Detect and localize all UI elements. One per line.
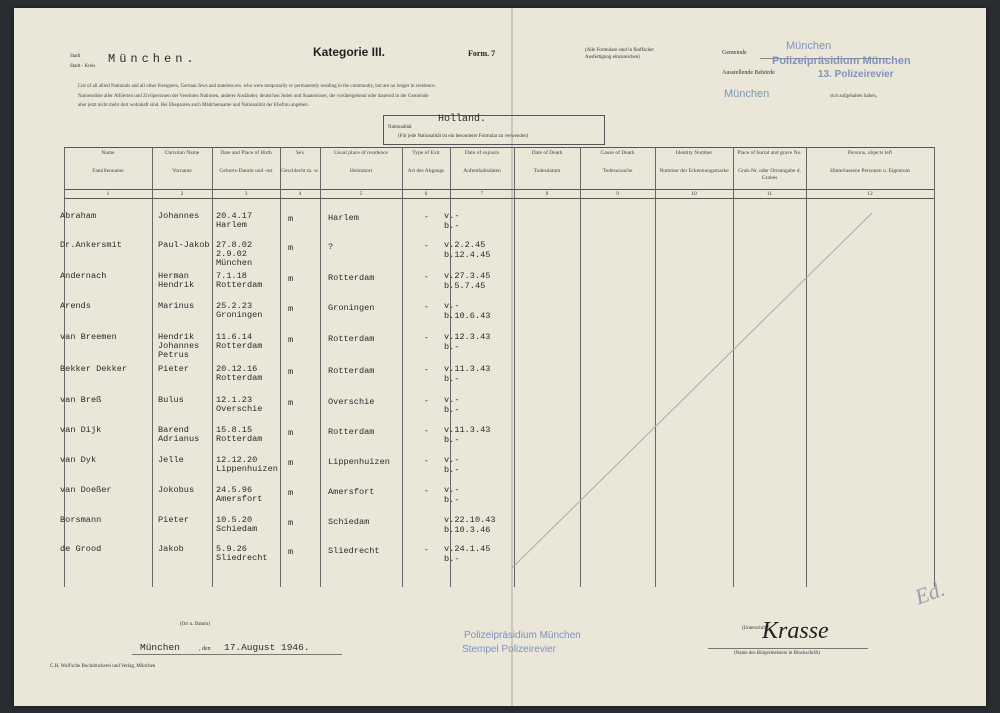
- column-header-de: Grab-Nr. oder Ortsangabe d. Grabes: [738, 168, 801, 181]
- row-sojourn: v.-: [444, 211, 460, 221]
- footer-den: , den: [199, 646, 211, 652]
- row-residence: Rotterdam: [328, 334, 375, 344]
- row-first-name: Marinus: [158, 301, 195, 311]
- row-sojourn: b.-: [444, 554, 460, 564]
- row-birth: 5.9.26: [216, 544, 247, 554]
- row-sojourn: b.5.7.45: [444, 281, 486, 291]
- column-header-de: Todesdatum: [533, 168, 561, 174]
- row-sojourn: v.-: [444, 485, 460, 495]
- row-sojourn: v.24.1.45: [444, 544, 491, 554]
- column-header-de: Geschlecht m. w.: [281, 168, 319, 174]
- column-header-de: Art des Abgangs: [407, 168, 445, 174]
- column-number: 1: [106, 191, 110, 197]
- row-first-name: Pieter: [158, 364, 189, 374]
- row-residence: Rotterdam: [328, 366, 375, 376]
- column-header-en: Identity Number: [675, 150, 713, 156]
- row-birth: Schiedam: [216, 524, 258, 534]
- row-sex: m: [288, 458, 294, 468]
- column-header-de: Nummer der Erkennungsmarke: [659, 168, 729, 174]
- signature: Krasse: [762, 618, 829, 644]
- column-number: 4: [298, 191, 302, 197]
- row-sojourn: v.-: [444, 301, 460, 311]
- row-family-name: van Breemen: [60, 332, 117, 342]
- row-sojourn: v.11.3.43: [444, 425, 491, 435]
- row-birth: München: [216, 258, 253, 268]
- footer-date: 17.August 1946.: [224, 642, 310, 653]
- row-sojourn: b.-: [444, 374, 460, 384]
- gemeinde-value: München: [786, 40, 832, 52]
- row-first-name: Adrianus: [158, 434, 200, 444]
- sign-sublabel: (Name des Bürgermeisters in Blockschrift): [734, 651, 820, 656]
- row-birth: 7.1.18: [216, 271, 247, 281]
- nationality-note: (Für jede Nationalität ist ein besonderer Formular zu verwenden): [398, 134, 529, 139]
- row-birth: Sliedrecht: [216, 553, 268, 563]
- nationality-value: Holland.: [438, 114, 487, 125]
- row-sex: m: [288, 214, 294, 224]
- row-sojourn: v.11.3.43: [444, 364, 491, 374]
- row-sex: m: [288, 367, 294, 377]
- column-header-de: Todesursache: [602, 168, 633, 174]
- instruction-line2-end: sich aufgehalten haben,: [830, 94, 878, 99]
- row-birth: 24.5.96: [216, 485, 253, 495]
- row-birth: 2.9.02: [216, 249, 247, 259]
- column-header-en: Cause of Death: [600, 150, 635, 156]
- row-family-name: Bekker Dekker: [60, 364, 128, 374]
- column-header-en: Sex: [295, 150, 305, 156]
- row-sojourn: b.10.3.46: [444, 525, 491, 535]
- row-sojourn: b.-: [444, 221, 460, 231]
- column-header-en: Type of Exit: [412, 150, 440, 156]
- note-line2: Ausfertigung einzureichen): [585, 55, 640, 60]
- gemeinde-stamp-line2: 13. Polizeirevier: [818, 69, 894, 80]
- column-header-en: Usual place of residence: [334, 150, 388, 156]
- row-first-name: Petrus: [158, 350, 189, 360]
- row-exit-type: -: [424, 273, 429, 282]
- row-residence: Rotterdam: [328, 273, 375, 283]
- row-first-name: Hendrik: [158, 332, 195, 342]
- row-sojourn: b.10.6.43: [444, 311, 491, 321]
- column-header-de: Familienname: [92, 168, 124, 174]
- row-birth: Rotterdam: [216, 341, 263, 351]
- row-residence: Schiedam: [328, 517, 370, 527]
- row-birth: 12.1.23: [216, 395, 253, 405]
- initials: Ed.: [911, 575, 949, 610]
- column-header-en: Date of sojourn: [464, 150, 500, 156]
- column-header-de: Geburts-Datum und -ort: [219, 168, 273, 174]
- printer-note: C.H. Wolf'sche Buchdruckerei und Verlag, München: [50, 664, 156, 669]
- row-exit-type: -: [424, 213, 429, 222]
- row-family-name: van Dyk: [60, 455, 97, 465]
- row-birth: Rotterdam: [216, 373, 263, 383]
- nationality-label: Nationalität: [388, 125, 412, 130]
- row-first-name: Hendrik: [158, 280, 195, 290]
- row-first-name: Paul-Jakob: [158, 240, 210, 250]
- column-header-de: Heimatort: [349, 168, 373, 174]
- footer-place: München: [140, 642, 180, 653]
- row-residence: Groningen: [328, 303, 375, 313]
- column-header-en: Date of Death: [531, 150, 563, 156]
- row-sex: m: [288, 243, 294, 253]
- column-number: 8: [545, 191, 549, 197]
- row-sojourn: v.22.10.43: [444, 515, 496, 525]
- row-sex: m: [288, 304, 294, 314]
- row-family-name: van Doeßer: [60, 485, 112, 495]
- behoerde-label: Ausstellende Behörde: [722, 70, 775, 76]
- row-family-name: de Grood: [60, 544, 102, 554]
- column-header-en: Name: [101, 150, 115, 156]
- date-underline: [132, 654, 342, 655]
- row-residence: Lippenhuizen: [328, 457, 390, 467]
- row-sojourn: b.-: [444, 435, 460, 445]
- column-number: 11: [766, 191, 773, 197]
- row-sex: m: [288, 518, 294, 528]
- column-number: 12: [867, 191, 873, 197]
- instruction-line2: Namensliste aller Alliierten und Zivilpersonen der Vereinten Nationen, anderer Ausländer, deutschen Juden und Staatenloser, die vorübergehend oder dauernd in der Gemeinde: [78, 94, 429, 99]
- row-exit-type: -: [424, 242, 429, 251]
- row-family-name: Andernach: [60, 271, 107, 281]
- column-header-en: Persons, objects left: [847, 150, 893, 156]
- row-first-name: Bulus: [158, 395, 184, 405]
- category-title: Kategorie III.: [313, 45, 386, 59]
- instruction-line3: aber jetzt nicht mehr dort wohnhaft sind. Bei Ehepaaren auch Mädchenname und Nationalität der Ehefrau angeben.: [78, 103, 309, 108]
- column-number: 5: [359, 191, 363, 197]
- gemeinde-stamp-line1: Polizeipräsidium München: [772, 55, 911, 67]
- row-first-name: Jelle: [158, 455, 184, 465]
- row-exit-type: -: [424, 487, 429, 496]
- row-birth: 11.6.14: [216, 332, 253, 342]
- row-sex: m: [288, 274, 294, 284]
- row-sojourn: b.-: [444, 465, 460, 475]
- column-number: 6: [424, 191, 428, 197]
- row-family-name: Borsmann: [60, 515, 102, 525]
- row-family-name: Abraham: [60, 211, 97, 221]
- row-birth: 10.5.20: [216, 515, 253, 525]
- column-number: 2: [180, 191, 184, 197]
- row-residence: Amersfort: [328, 487, 375, 497]
- row-exit-type: -: [424, 397, 429, 406]
- row-exit-type: -: [424, 546, 429, 555]
- row-first-name: Pieter: [158, 515, 189, 525]
- row-first-name: Jakob: [158, 544, 184, 554]
- row-sojourn: v.-: [444, 395, 460, 405]
- footer-stamp-line2: Stempel Polizeirevier: [462, 644, 556, 655]
- form-number: Form. 7: [468, 49, 496, 58]
- row-family-name: van Breß: [60, 395, 102, 405]
- column-header-en: Date and Place of Birth: [220, 150, 272, 156]
- row-birth: Rotterdam: [216, 280, 263, 290]
- row-first-name: Johannes: [158, 341, 200, 351]
- row-residence: Rotterdam: [328, 427, 375, 437]
- row-first-name: Barend: [158, 425, 189, 435]
- row-sojourn: b.12.4.45: [444, 250, 491, 260]
- row-birth: Overschie: [216, 404, 263, 414]
- column-number: 10: [691, 191, 697, 197]
- row-birth: Harlem: [216, 220, 247, 230]
- stadt-prefix: Stadt: [70, 54, 81, 59]
- row-exit-type: -: [424, 303, 429, 312]
- ort-label: (Ort u. Datum): [180, 622, 210, 627]
- note-line1: (Alle Formulare sind in fünffacher: [585, 48, 655, 53]
- row-sojourn: v.-: [444, 455, 460, 465]
- column-header-de: Hinterlassene Personen u. Eigentum: [830, 168, 910, 174]
- row-sojourn: v.12.3.43: [444, 332, 491, 342]
- row-exit-type: -: [424, 427, 429, 436]
- sign-label: (Unterschrift): [742, 626, 770, 631]
- row-family-name: Dr.Ankersmit: [60, 240, 122, 250]
- row-exit-type: -: [424, 457, 429, 466]
- row-first-name: Herman: [158, 271, 189, 281]
- row-birth: Amersfort: [216, 494, 263, 504]
- row-sojourn: v.27.3.45: [444, 271, 491, 281]
- row-birth: 25.2.23: [216, 301, 253, 311]
- stadt-labels: Stadt - Kreis: [70, 64, 96, 69]
- row-family-name: Arends: [60, 301, 91, 311]
- column-header-de: Aufenthaltsdaten: [463, 168, 501, 174]
- footer-stamp-line1: Polizeipräsidium München: [464, 630, 581, 641]
- row-residence: ?: [328, 242, 334, 252]
- behoerde-value: München: [724, 88, 770, 100]
- column-header-en: Christian Name: [164, 150, 200, 156]
- row-birth: Rotterdam: [216, 434, 263, 444]
- row-sojourn: b.-: [444, 342, 460, 352]
- column-number: 3: [244, 191, 248, 197]
- row-birth: 15.8.15: [216, 425, 253, 435]
- row-sex: m: [288, 335, 294, 345]
- row-residence: Sliedrecht: [328, 546, 380, 556]
- row-birth: 20.4.17: [216, 211, 253, 221]
- column-number: 7: [480, 191, 484, 197]
- signature-line: [708, 648, 868, 649]
- column-header-de: Vorname: [172, 168, 192, 174]
- city-typed: München.: [108, 52, 198, 66]
- row-birth: Lippenhuizen: [216, 464, 278, 474]
- row-first-name: Johannes: [158, 211, 200, 221]
- column-header-en: Place of burial and grave No.: [737, 150, 802, 156]
- instruction-line1: List of all allied Nationals and all other foreigners, German Jews and stateless ers. who were temporarily or permanently residing in the community, but are no longer in residence.: [78, 84, 436, 89]
- row-birth: 27.8.02: [216, 240, 253, 250]
- gemeinde-label: Gemeinde: [722, 50, 747, 56]
- row-birth: Groningen: [216, 310, 263, 320]
- row-first-name: Jokobus: [158, 485, 195, 495]
- row-sex: m: [288, 398, 294, 408]
- row-sojourn: b.-: [444, 495, 460, 505]
- row-sojourn: b.-: [444, 405, 460, 415]
- row-sex: m: [288, 547, 294, 557]
- row-exit-type: -: [424, 366, 429, 375]
- row-residence: Harlem: [328, 213, 359, 223]
- row-sojourn: v.2.2.45: [444, 240, 486, 250]
- row-sex: m: [288, 488, 294, 498]
- row-birth: 12.12.20: [216, 455, 258, 465]
- row-sex: m: [288, 428, 294, 438]
- row-birth: 20.12.16: [216, 364, 258, 374]
- column-number: 9: [616, 191, 619, 197]
- row-family-name: van Dijk: [60, 425, 102, 435]
- row-exit-type: -: [424, 334, 429, 343]
- row-residence: Overschie: [328, 397, 375, 407]
